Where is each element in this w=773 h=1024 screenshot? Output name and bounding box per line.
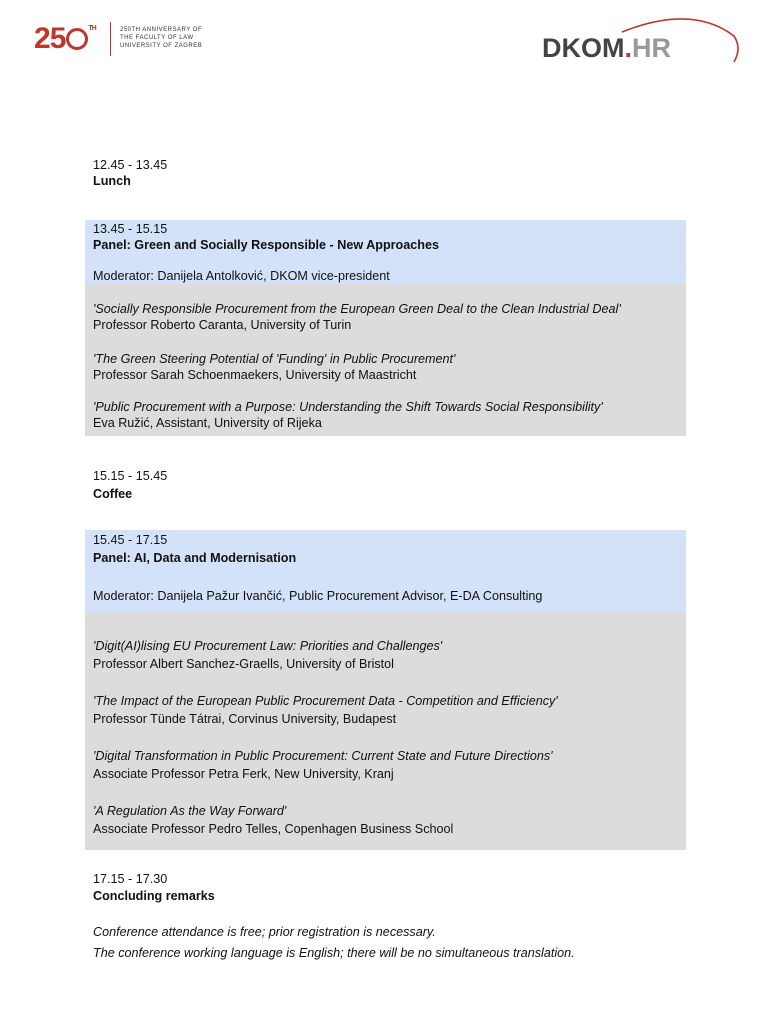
dkom-logo bbox=[542, 14, 742, 68]
panel2-moderator: Moderator: Danijela Pažur Ivančić, Public Procurement Advisor, E-DA Consulting bbox=[93, 589, 543, 603]
panel1-time: 13.45 - 15.15 bbox=[93, 222, 168, 236]
talk-item bbox=[93, 351, 686, 383]
coffee-time: 15.15 - 15.45 bbox=[93, 469, 168, 483]
closing-title: Concluding remarks bbox=[93, 889, 215, 903]
talk-title: 'Public Procurement with a Purpose: Understanding the Shift Towards Social Responsibility' bbox=[93, 400, 603, 414]
logo-250-mark: 25 $^{TH}$ bbox=[34, 22, 96, 55]
dkom-wordmark: DKOM.HR bbox=[542, 33, 672, 63]
panel2-title: Panel: AI, Data and Modernisation bbox=[93, 551, 297, 565]
talk-speaker: Professor Tünde Tátrai, Corvinus University, Budapest bbox=[93, 712, 397, 726]
talk-title: 'Digit(AI)lising EU Procurement Law: Priorities and Challenges' bbox=[93, 639, 443, 653]
talk-title: 'The Impact of the European Public Procurement Data - Competition and Efficiency' bbox=[93, 694, 558, 708]
lunch-session bbox=[93, 157, 167, 189]
talk-item bbox=[93, 747, 686, 783]
talk-speaker: Associate Professor Pedro Telles, Copenhagen Business School bbox=[93, 822, 454, 836]
closing-session bbox=[93, 871, 215, 905]
talk-title: 'Socially Responsible Procurement from the European Green Deal to the Clean Industrial Deal' bbox=[93, 302, 621, 316]
talk-speaker: Professor Roberto Caranta, University of Turin bbox=[93, 318, 352, 332]
closing-time: 17.15 - 17.30 bbox=[93, 872, 168, 886]
talk-item bbox=[93, 637, 686, 673]
panel1-moderator: Moderator: Danijela Antolković, DKOM vice-president bbox=[93, 269, 390, 283]
logo-divider bbox=[110, 22, 111, 56]
talk-item bbox=[93, 301, 686, 333]
talk-speaker: Professor Sarah Schoenmaekers, University of Maastricht bbox=[93, 368, 417, 382]
coffee-break bbox=[93, 467, 167, 503]
talk-title: 'Digital Transformation in Public Procurement: Current State and Future Directions' bbox=[93, 749, 553, 763]
talk-speaker: Eva Ružić, Assistant, University of Rijeka bbox=[93, 416, 322, 430]
talk-item bbox=[93, 692, 686, 728]
talk-item bbox=[93, 802, 686, 838]
lunch-time: 12.45 - 13.45 bbox=[93, 158, 168, 172]
talk-title: 'The Green Steering Potential of 'Funding' in Public Procurement' bbox=[93, 352, 456, 366]
panel2-talks bbox=[85, 613, 686, 850]
logo-caption: 250TH ANNIVERSARY OF THE FACULTY OF LAW UNIVERSITY OF ZAGREB bbox=[120, 27, 203, 49]
panel2-time: 15.45 - 17.15 bbox=[93, 533, 168, 547]
panel1-header bbox=[85, 220, 686, 284]
lunch-title: Lunch bbox=[93, 174, 131, 188]
panel1-talks bbox=[85, 284, 686, 436]
attendance-note: Conference attendance is free; prior registration is necessary. bbox=[93, 925, 436, 939]
coffee-title: Coffee bbox=[93, 487, 133, 501]
panel2-header bbox=[85, 530, 686, 613]
talk-item bbox=[93, 399, 686, 431]
panel1-title: Panel: Green and Socially Responsible - New Approaches bbox=[93, 238, 439, 252]
talk-speaker: Associate Professor Petra Ferk, New University, Kranj bbox=[93, 767, 394, 781]
faculty-anniversary-logo bbox=[34, 18, 224, 62]
talk-speaker: Professor Albert Sanchez-Graells, University of Bristol bbox=[93, 657, 394, 671]
talk-title: 'A Regulation As the Way Forward' bbox=[93, 804, 287, 818]
language-note: The conference working language is English; there will be no simultaneous translation. bbox=[93, 946, 575, 960]
